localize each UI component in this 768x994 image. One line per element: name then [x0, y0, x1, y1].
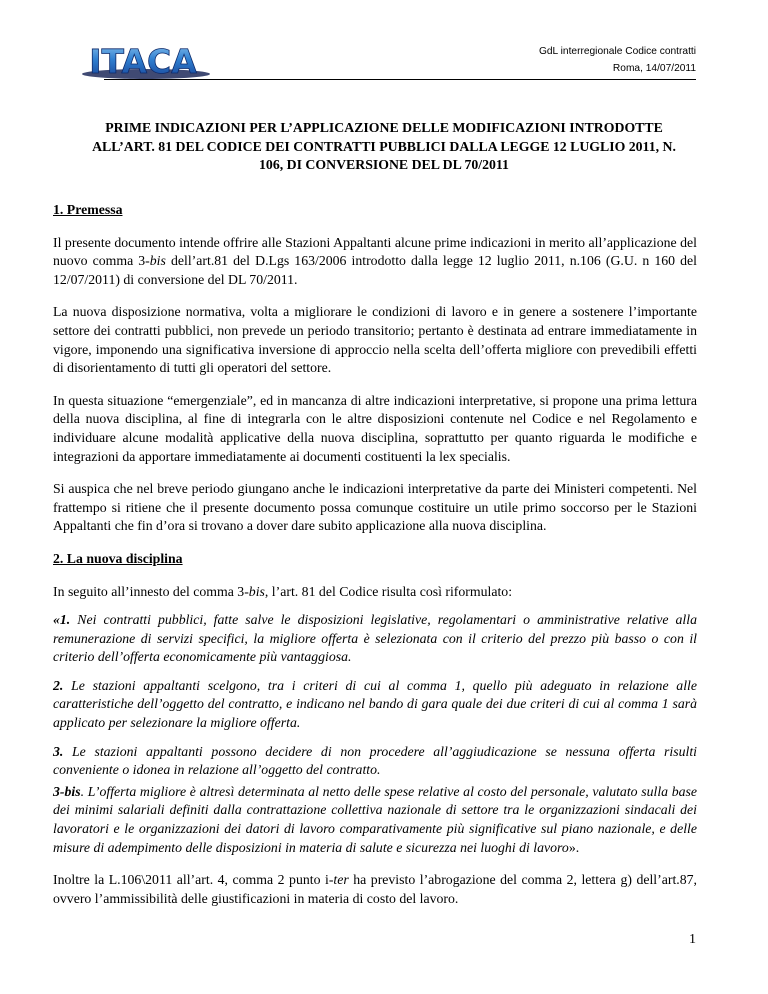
paragraph: In seguito all’innesto del comma 3-bis, l’art. 81 del Codice risulta così riformulato:	[53, 583, 513, 599]
document-header	[539, 43, 696, 77]
working-group-label: GdL interregionale Codice contratti	[538, 46, 696, 57]
paragraph: In questa situazione “emergenziale”, ed in mancanza di altre indicazioni interpretative, si propone una prima lettura della nuova disciplina, al fine di integrarla con le altre disposizioni contenute nel Codice e nel Regolamento e individuare alcune modalità applicative della nuova disciplina, soprattutto per quanto riguarda le modifiche e integrazioni da apportare immediatamente ai documenti costituenti la lex specialis.	[53, 392, 697, 464]
logo-text: ITACA	[89, 42, 197, 81]
header-divider	[104, 79, 696, 80]
quoted-comma-2: 2. Le stazioni appaltanti scelgono, tra i criteri di cui al comma 1, quello più adeguato in relazione alle caratteristiche dell’oggetto del contratto, e indicano nel bando di gara quale dei due criteri di cui al comma 1 sarà applicato per selezionare la migliore offerta.	[53, 677, 697, 731]
paragraph: Il presente documento intende offrire alle Stazioni Appaltanti alcune prime indicazioni in merito all’applicazione del nuovo comma 3-bis dell’art.81 del D.Lgs 163/2006 introdotto dalla legge 12 luglio 2011, n.106 (G.U. n 160 del 12/07/2011) di conversione del DL 70/2011.	[53, 234, 697, 287]
place-date: Roma, 14/07/2011	[612, 63, 696, 74]
quoted-comma-3: 3. Le stazioni appaltanti possono decidere di non procedere all’aggiudicazione se nessuna offerta risulti conveniente o idonea in relazione all’oggetto del contratto.	[53, 743, 697, 778]
page-number: 1	[689, 932, 696, 947]
document-body	[53, 201, 697, 908]
quoted-comma-3-bis: 3-bis. L’offerta migliore è altresì determinata al netto delle spese relative al costo del personale, valutato sulla base dei minimi salariali definiti dalla contrattazione collettiva nazionale di settore tra le organizzazioni sindacali dei lavoratori e le organizzazioni dei datori di lavoro comparativamente più significative sul piano nazionale, e delle misure di adempimento delle disposizioni in materia di salute e sicurezza nei luoghi di lavoro».	[53, 783, 697, 855]
quoted-comma-1: «1. Nei contratti pubblici, fatte salve le disposizioni legislative, regolamentari o amministrative relative alla remunerazione di servizi specifici, la migliore offerta è selezionata con il criterio del prezzo più basso o con il criterio dell’offerta economicamente più vantaggiosa.	[53, 612, 697, 665]
paragraph: Si auspica che nel breve periodo giungano anche le indicazioni interpretative da parte dei Ministeri competenti. Nel frattempo si ritiene che il presente documento possa comunque costituire un utile primo soccorso per le Stazioni Appaltanti che fin d’ora si trovano a dover dare subito applicazione alla nuova disciplina.	[53, 481, 697, 534]
section-heading-premessa: 1. Premessa	[53, 202, 123, 217]
itaca-logo	[76, 41, 210, 81]
section-heading-nuova-disciplina: 2. La nuova disciplina	[53, 550, 183, 566]
document-title: PRIME INDICAZIONI PER L’APPLICAZIONE DELLE MODIFICAZIONI INTRODOTTE ALL’ART. 81 DEL CODICE DEI CONTRATTI PUBBLICI DALLA LEGGE 12 LUGLIO 2011, N. 106, DI CONVERSIONE DEL DL 70/2011	[92, 120, 676, 172]
paragraph: La nuova disposizione normativa, volta a migliorare le condizioni di lavoro e in genere a sostenere l’importante settore dei contratti pubblici, non prevede un periodo transitorio; pertanto è destinata ad entrare immediatamente in vigore, imponendo una significativa inversione di approccio nella scelta dell’offerta migliore con prevedibili effetti di disorientamento di tutti gli operatori del settore.	[53, 304, 697, 376]
paragraph: Inoltre la L.106\2011 all’art. 4, comma 2 punto i-ter ha previsto l’abrogazione del comma 2, lettera g) dell’art.87, ovvero l’ammissibilità delle giustificazioni in materia di costo del lavoro.	[53, 872, 697, 906]
